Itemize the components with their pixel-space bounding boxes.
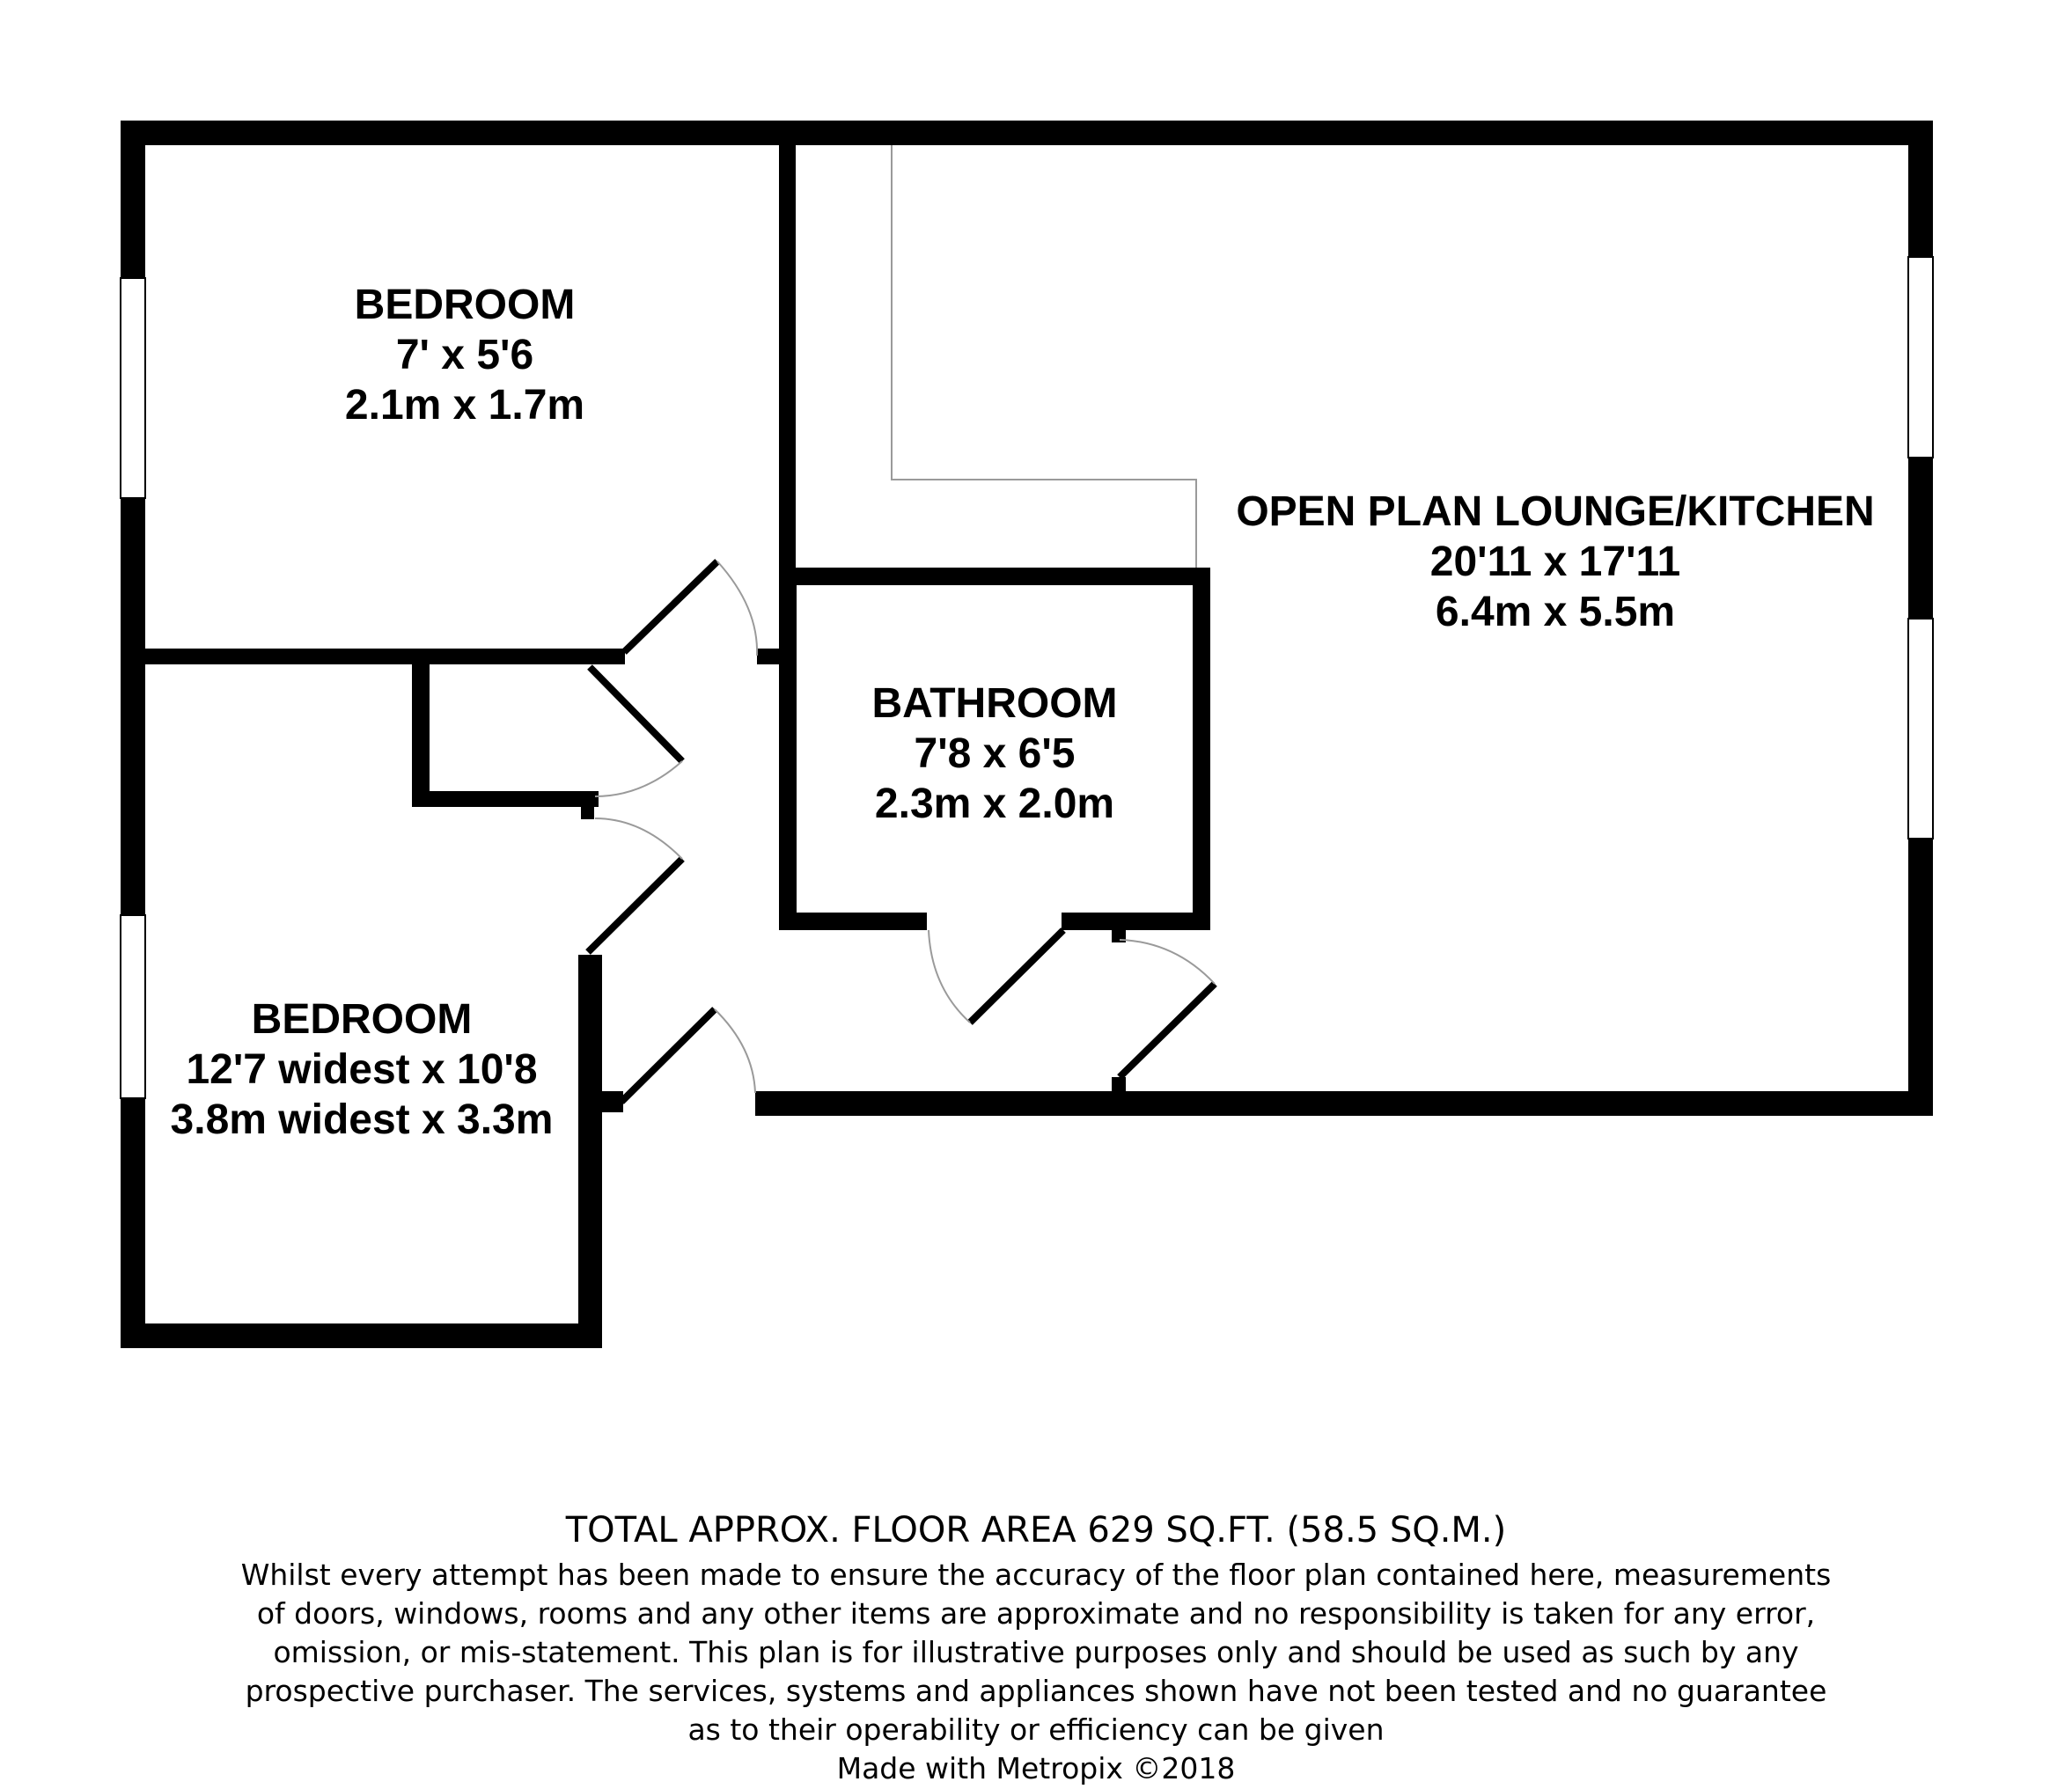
- window-lounge-lower: [1908, 619, 1933, 839]
- disclaimer-text: Whilst every attempt has been made to ensure the accuracy of the floor plan contained here, measurements of doors, windows, rooms and any other items are approximate and no responsibility is taken for any error, omission, or mis-statement. This plan is for illustrative purposes only and should be used as such by any prospective purchaser. The services, systems and appliances shown have not been tested and no guarantee as to their operability or efficiency can be given: [240, 1558, 1832, 1747]
- door-bedroom2-upper-arc: [595, 818, 682, 859]
- room-size-imperial: 7'8 x 6'5: [914, 730, 1076, 777]
- door-lounge: [1120, 984, 1215, 1077]
- bedroom2-right-wall: [578, 955, 602, 1348]
- lounge-door-jamb-bottom: [1112, 1077, 1126, 1095]
- door-bathroom-arc: [929, 930, 970, 1023]
- room-bedroom-2: [171, 996, 554, 1143]
- cupboard-wall-bottom: [412, 791, 599, 807]
- bathroom-wall-bottom-right: [1062, 913, 1210, 930]
- bathroom-wall-bottom-left: [779, 913, 927, 930]
- total-floor-area: TOTAL APPROX. FLOOR AREA 629 SQ.FT. (58.5 SQ.M.): [565, 1510, 1507, 1551]
- cupboard-wall-left: [412, 649, 430, 807]
- window-bedroom1: [121, 278, 145, 498]
- room-name: BEDROOM: [354, 282, 576, 328]
- bedroom2-door-jamb: [578, 1091, 623, 1112]
- bathroom-wall-left: [779, 568, 797, 930]
- room-name: BEDROOM: [251, 996, 473, 1043]
- credit-text: Made with Metropix ©2018: [836, 1751, 1236, 1785]
- bedroom1-right-wall: [779, 121, 796, 578]
- room-size-imperial: 7' x 5'6: [395, 332, 534, 378]
- window-lounge-upper: [1908, 257, 1933, 458]
- door-bathroom: [970, 930, 1063, 1023]
- door-bedroom2-lower-arc: [715, 1009, 755, 1093]
- door-bedroom1-arc: [717, 561, 757, 656]
- door-lounge-arc: [1120, 940, 1215, 984]
- room-size-metric: 3.8m widest x 3.3m: [170, 1096, 554, 1143]
- room-size-metric: 2.1m x 1.7m: [344, 382, 585, 429]
- kitchen-outline: [892, 145, 1196, 568]
- footer: [0, 1507, 2072, 1788]
- room-bathroom: [871, 680, 1117, 827]
- room-bedroom-1: [345, 282, 584, 429]
- bathroom-wall-right: [1193, 568, 1210, 930]
- room-size-imperial: 20'11 x 17'11: [1429, 539, 1681, 585]
- window-bedroom2: [121, 915, 145, 1098]
- outer-wall-bottom-right: [755, 1091, 1933, 1116]
- door-cupboard-arc: [595, 761, 682, 796]
- door-bedroom2-lower: [621, 1009, 715, 1102]
- room-size-imperial: 12'7 widest x 10'8: [186, 1046, 538, 1093]
- room-lounge-kitchen: [1236, 488, 1874, 635]
- cupboard-jamb: [581, 791, 594, 819]
- door-bedroom2-upper: [588, 859, 682, 952]
- room-size-metric: 2.3m x 2.0m: [874, 781, 1115, 827]
- bedroom1-right-jamb: [757, 649, 781, 664]
- door-cupboard: [590, 667, 682, 761]
- bathroom-wall-top: [779, 568, 1210, 585]
- door-bedroom1: [624, 561, 717, 652]
- room-size-metric: 6.4m x 5.5m: [1435, 589, 1676, 635]
- outer-wall-bottom-left: [121, 1323, 602, 1348]
- room-name: OPEN PLAN LOUNGE/KITCHEN: [1236, 488, 1875, 535]
- doors: [588, 561, 1215, 1102]
- bedroom-divider-wall: [121, 649, 625, 664]
- room-name: BATHROOM: [871, 680, 1118, 727]
- outer-wall-top: [121, 121, 1933, 145]
